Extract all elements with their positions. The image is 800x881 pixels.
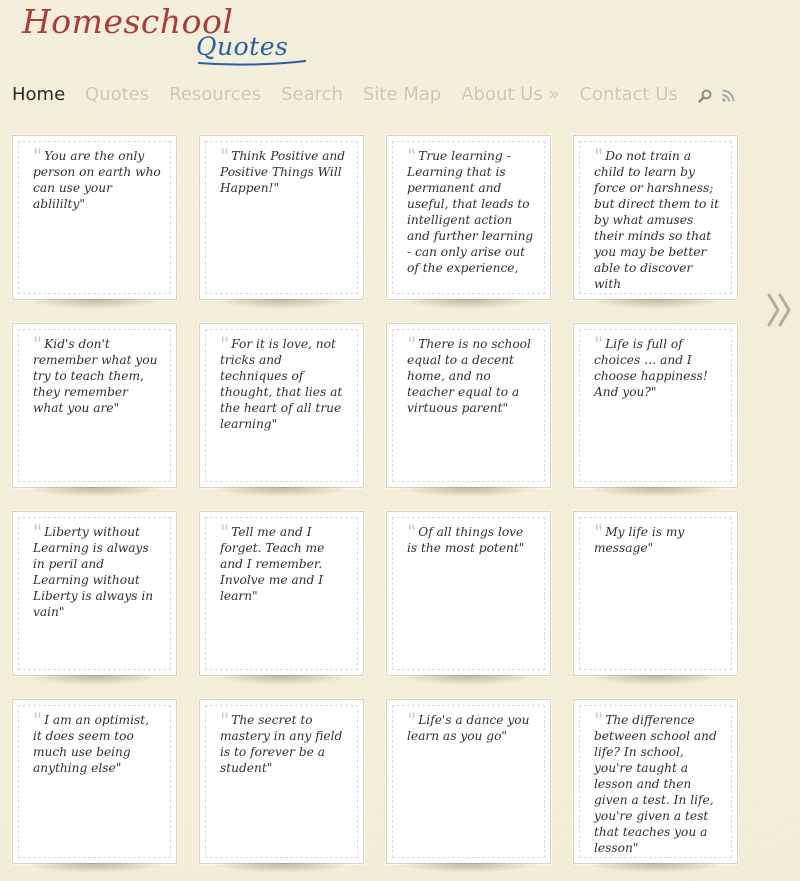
quote-text-block: [33, 332, 161, 416]
quote-text: Think Positive and Positive Things Will Happen!": [220, 149, 346, 195]
quote-text: For it is love, not tricks and techniques of thought, that lies at the heart of all true learning": [220, 337, 343, 431]
quote-mark-icon: ": [594, 144, 604, 168]
quote-text: Liberty without Learning is always in peril and Learning without Liberty is always in vain": [33, 525, 154, 619]
quote-card[interactable]: [12, 323, 177, 488]
quote-text-block: [407, 708, 535, 744]
quote-card[interactable]: [386, 699, 551, 864]
quote-text: You are the only person on earth who can use your ablililty": [33, 149, 161, 211]
quote-text-block: [220, 332, 348, 432]
nav-search[interactable]: Search: [281, 83, 344, 105]
quote-card[interactable]: [199, 135, 364, 300]
quote-text-block: [594, 520, 722, 556]
quote-mark-icon: ": [220, 708, 230, 732]
quote-card[interactable]: [573, 699, 738, 864]
quote-card[interactable]: [12, 511, 177, 676]
quote-card[interactable]: [573, 323, 738, 488]
quote-mark-icon: ": [220, 144, 230, 168]
quote-card[interactable]: [386, 511, 551, 676]
quote-text-block: [407, 332, 535, 416]
quotes-grid: [12, 135, 742, 875]
nav-icon-group: [698, 88, 744, 107]
logo-text-quotes: Quotes: [196, 32, 289, 61]
quote-mark-icon: ": [33, 520, 43, 544]
quote-text-block: [220, 520, 348, 604]
quote-text: Life is full of choices … and I choose happiness! And you?": [594, 337, 708, 399]
quote-mark-icon: ": [407, 708, 417, 732]
quote-text-block: [594, 144, 722, 291]
quote-card[interactable]: [573, 511, 738, 676]
quote-card[interactable]: [199, 699, 364, 864]
quote-mark-icon: ": [33, 708, 43, 732]
quote-mark-icon: ": [594, 708, 604, 732]
quote-mark-icon: ": [33, 332, 43, 356]
quote-card[interactable]: [573, 135, 738, 300]
quote-mark-icon: ": [407, 332, 417, 356]
quote-mark-icon: ": [407, 144, 417, 168]
quote-text-block: [594, 708, 722, 855]
quote-text: I am an optimist, it does seem too much use being anything else": [33, 713, 149, 775]
main-navigation: [12, 80, 698, 108]
quote-mark-icon: ": [220, 332, 230, 356]
quote-text: True learning - Learning that is permanent and useful, that leads to intelligent action and further learning - can only arise out of the experience,: [407, 149, 534, 275]
quote-text: The difference between school and life? In school, you're taught a lesson and then given a test. In life, you're given a test that teaches you a lesson": [594, 713, 717, 855]
site-logo[interactable]: [20, 2, 320, 70]
quote-card[interactable]: [199, 511, 364, 676]
quote-mark-icon: ": [407, 520, 417, 544]
quote-text-block: [33, 708, 161, 776]
quote-text: Tell me and I forget. Teach me and I remember. Involve me and I learn": [220, 525, 325, 603]
quote-text-block: [220, 144, 348, 196]
quote-text-block: [594, 332, 722, 400]
quote-card[interactable]: [199, 323, 364, 488]
quote-text: The secret to mastery in any field is to forever be a student": [220, 713, 343, 775]
quote-text-block: [33, 144, 161, 212]
nav-home[interactable]: Home: [12, 83, 66, 105]
quote-text: Kid's don't remember what you try to teach them, they remember what you are": [33, 337, 158, 415]
quote-text: Of all things love is the most potent": [407, 525, 525, 555]
quote-mark-icon: ": [220, 520, 230, 544]
quote-text: My life is my message": [594, 525, 685, 555]
nav-quotes[interactable]: Quotes: [85, 83, 150, 105]
quote-mark-icon: ": [594, 332, 604, 356]
next-arrow-icon[interactable]: [766, 293, 794, 327]
quote-text-block: [407, 144, 535, 276]
logo-swoosh-decoration: [196, 60, 308, 66]
rss-icon[interactable]: [721, 88, 735, 107]
quote-mark-icon: ": [594, 520, 604, 544]
nav-about-us[interactable]: About Us »: [461, 83, 560, 105]
quote-card[interactable]: [386, 323, 551, 488]
logo-text-homeschool: Homeschool: [22, 2, 234, 41]
quote-text: Do not train a child to learn by force or harshness; but direct them to it by what amuses their minds so that you may be better able to discover with: [594, 149, 720, 291]
quote-mark-icon: ": [33, 144, 43, 168]
quote-text-block: [407, 520, 535, 556]
quote-text: Life's a dance you learn as you go": [407, 713, 530, 743]
search-icon[interactable]: [698, 88, 712, 107]
quote-card[interactable]: [12, 699, 177, 864]
quote-card[interactable]: [386, 135, 551, 300]
quote-text: There is no school equal to a decent home, and no teacher equal to a virtuous parent": [407, 337, 531, 415]
quote-card[interactable]: [12, 135, 177, 300]
quote-text-block: [220, 708, 348, 776]
quote-text-block: [33, 520, 161, 620]
nav-contact-us[interactable]: Contact Us: [579, 83, 678, 105]
nav-resources[interactable]: Resources: [169, 83, 262, 105]
nav-site-map[interactable]: Site Map: [363, 83, 442, 105]
